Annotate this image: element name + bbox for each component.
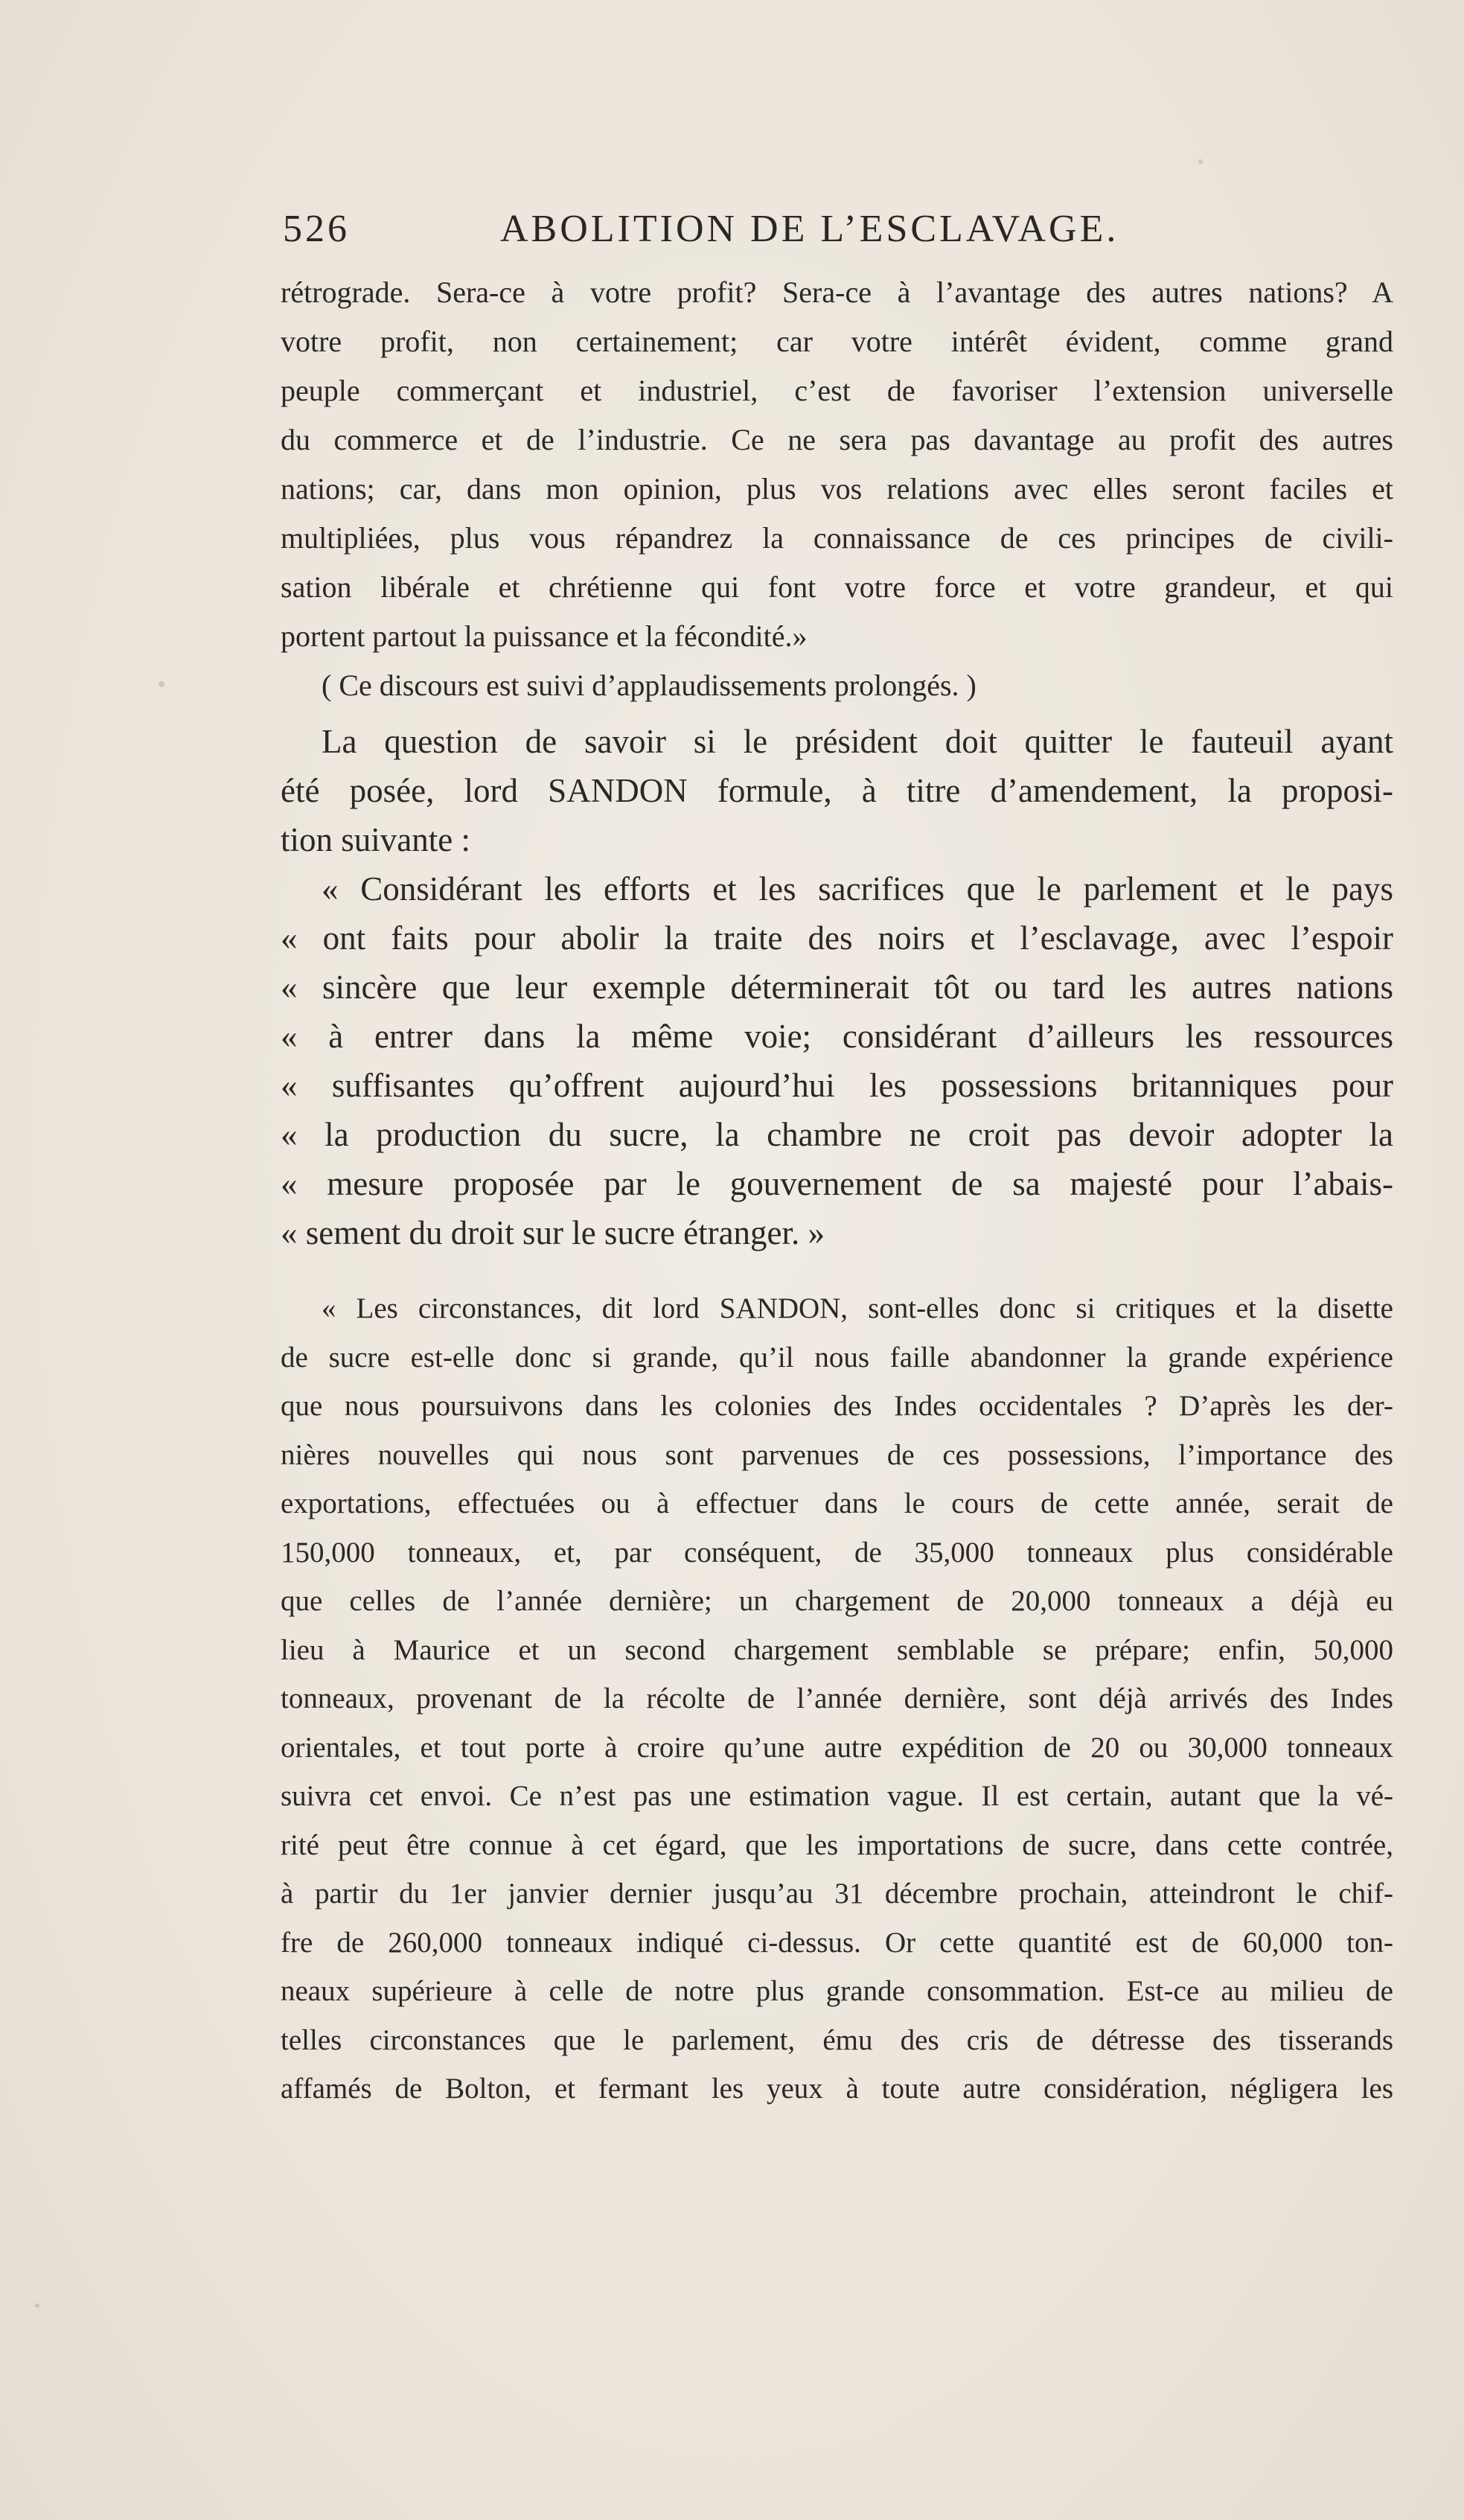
text-line: à partir du 1er janvier dernier jusqu’au 31 décembre prochain, atteindront le chif-	[281, 1878, 1393, 1910]
amendment-paragraph	[281, 717, 1393, 1257]
text-line: affamés de Bolton, et fermant les yeux à toute autre considération, négligera les	[281, 2073, 1393, 2105]
speech-conclusion-paragraph	[281, 268, 1393, 710]
text-line: que nous poursuivons dans les colonies des Indes occidentales ? D’après les der-	[281, 1390, 1393, 1422]
paper-speck	[35, 2303, 39, 2308]
paper-speck	[1198, 159, 1203, 164]
text-line: fre de 260,000 tonneaux indiqué ci-dessus. Or cette quantité est de 60,000 ton-	[281, 1926, 1393, 1959]
text-line: peuple commerçant et industriel, c’est de favoriser l’extension universelle	[281, 374, 1393, 407]
text-line: orientales, et tout porte à croire qu’une autre expédition de 20 ou 30,000 tonneaux	[281, 1731, 1393, 1764]
quoted-line: « mesure proposée par le gouvernement de sa majesté pour l’abais-	[281, 1165, 1393, 1202]
text-line: rité peut être connue à cet égard, que les importations de sucre, dans cette contrée,	[281, 1828, 1393, 1861]
text-line: tonneaux, provenant de la récolte de l’année dernière, sont déjà arrivés des Indes	[281, 1682, 1393, 1714]
text-line: nières nouvelles qui nous sont parvenues de ces possessions, l’importance des	[281, 1438, 1393, 1471]
quoted-line: « à entrer dans la même voie; considérant d’ailleurs les ressources	[281, 1018, 1393, 1055]
quoted-line: « sement du droit sur le sucre étranger. »	[281, 1214, 825, 1251]
text-line: nations; car, dans mon opinion, plus vos relations avec elles seront faciles et	[281, 472, 1393, 505]
running-title: ABOLITION DE L’ESCLAVAGE.	[500, 208, 1119, 250]
applause-note: ( Ce discours est suivi d’applaudissements prolongés. )	[322, 669, 976, 702]
text-line: 150,000 tonneaux, et, par conséquent, de 35,000 tonneaux plus considérable	[281, 1536, 1393, 1569]
text-line: suivra cet envoi. Ce n’est pas une estimation vague. Il est certain, autant que la vé-	[281, 1780, 1393, 1812]
page-number: 526	[283, 208, 350, 250]
text-line: La question de savoir si le président doit quitter le fauteuil ayant	[322, 723, 1393, 760]
running-header	[283, 207, 1250, 259]
sandon-speech-paragraph	[281, 1284, 1393, 2114]
text-line: de sucre est-elle donc si grande, qu’il nous faille abandonner la grande expérience	[281, 1341, 1393, 1374]
quoted-line: « la production du sucre, la chambre ne croit pas devoir adopter la	[281, 1116, 1393, 1153]
text-line: lieu à Maurice et un second chargement semblable se prépare; enfin, 50,000	[281, 1633, 1393, 1666]
text-line: été posée, lord SANDON formule, à titre d’amendement, la proposi-	[281, 772, 1393, 809]
text-line: multipliées, plus vous répandrez la connaissance de ces principes de civili-	[281, 521, 1393, 555]
text-line: tion suivante :	[281, 821, 470, 858]
text-line: neaux supérieure à celle de notre plus grande consommation. Est-ce au milieu de	[281, 1975, 1393, 2007]
text-line: « Les circonstances, dit lord SANDON, sont-elles donc si critiques et la disette	[322, 1292, 1393, 1324]
quoted-line: « sincère que leur exemple déterminerait tôt ou tard les autres nations	[281, 969, 1393, 1006]
text-line: exportations, effectuées ou à effectuer dans le cours de cette année, serait de	[281, 1487, 1393, 1519]
text-line: votre profit, non certainement; car votre intérêt évident, comme grand	[281, 325, 1393, 358]
text-line: rétrograde. Sera-ce à votre profit? Sera-ce à l’avantage des autres nations? A	[281, 275, 1393, 309]
text-line: portent partout la puissance et la fécondité.»	[281, 619, 808, 653]
text-line: du commerce et de l’industrie. Ce ne sera pas davantage au profit des autres	[281, 423, 1393, 456]
quoted-line: « Considérant les efforts et les sacrifices que le parlement et le pays	[322, 870, 1393, 907]
text-line: telles circonstances que le parlement, ému des cris de détresse des tisserands	[281, 2023, 1393, 2056]
quoted-line: « ont faits pour abolir la traite des noirs et l’esclavage, avec l’espoir	[281, 919, 1393, 957]
text-line: que celles de l’année dernière; un chargement de 20,000 tonneaux a déjà eu	[281, 1585, 1393, 1617]
text-line: sation libérale et chrétienne qui font votre force et votre grandeur, et qui	[281, 570, 1393, 604]
quoted-line: « suffisantes qu’offrent aujourd’hui les possessions britanniques pour	[281, 1067, 1393, 1104]
paper-speck	[159, 681, 164, 687]
